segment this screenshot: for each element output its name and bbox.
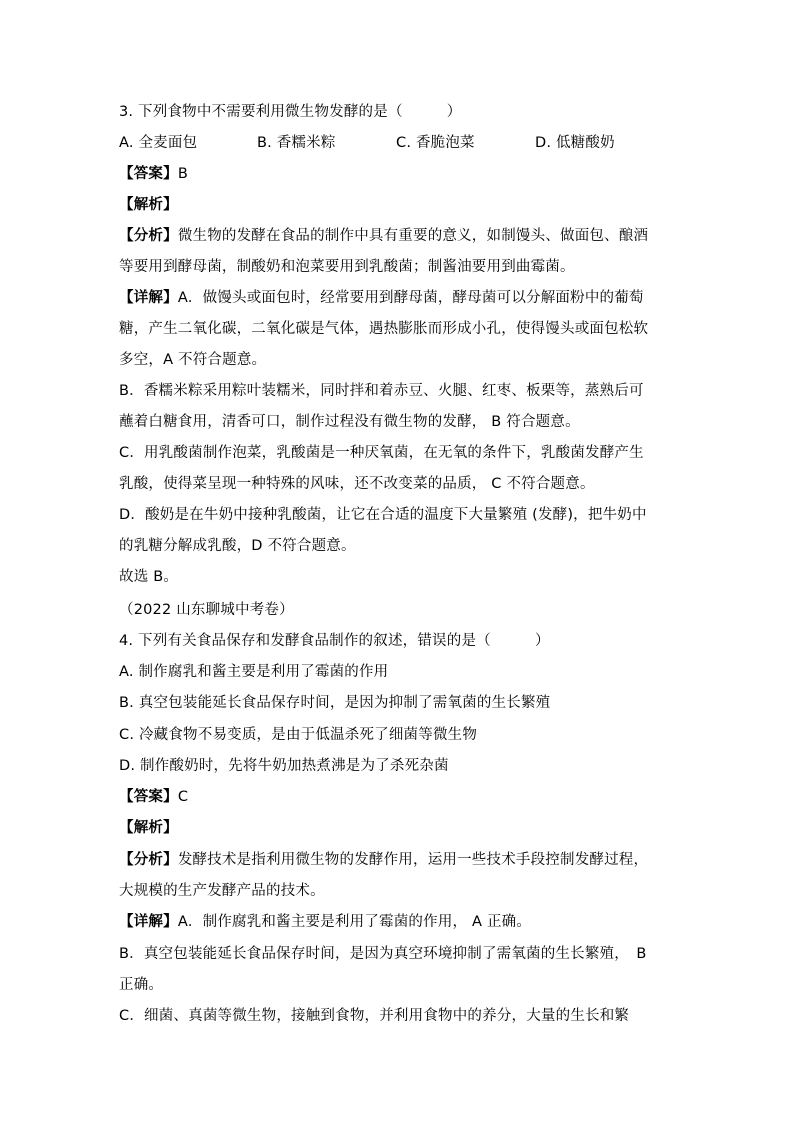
q3-xiangjie-line-6: C．用乳酸菌制作泡菜，乳酸菌是一种厌氧菌，在无氧的条件下，乳酸菌发酵产生: [119, 445, 644, 461]
q3-xiangjie-line-7: 乳酸，使得菜呈现一种特殊的风味，还不改变菜的品质， C 不符合题意。: [119, 476, 595, 492]
q3-xiangjie-line-5: 蘸着白糖食用，清香可口，制作过程没有微生物的发酵， B 符合题意。: [119, 414, 580, 430]
question-source: （2022 山东聊城中考卷）: [119, 602, 294, 618]
q3-option-b: B. 香糯米粽: [257, 135, 336, 151]
answer-tag: 【答案】: [119, 166, 178, 182]
q4-xiangjie-line-3: 正确。: [119, 977, 164, 993]
q4-option-a: A. 制作腐乳和酱主要是利用了霉菌的作用: [119, 664, 389, 680]
q3-conclusion: 故选 B。: [119, 569, 179, 585]
q4-option-d: D. 制作酸奶时，先将牛奶加热煮沸是为了杀死杂菌: [119, 758, 449, 774]
q3-option-d: D. 低糖酸奶: [535, 135, 615, 151]
q4-option-c: C. 冷藏食物不易变质，是由于低温杀死了细菌等微生物: [119, 727, 478, 743]
q4-fenxi-line-1: 【分析】发酵技术是指利用微生物的发酵作用，运用一些技术手段控制发酵过程，: [119, 852, 649, 868]
q4-stem: 4. 下列有关食品保存和发酵食品制作的叙述，错误的是（ ）: [119, 633, 550, 649]
q3-xiangjie-line-9: 的乳糖分解成乳酸，D 不符合题意。: [119, 538, 356, 554]
q4-xiangjie-line-2: B．真空包装能延长食品保存时间，是因为真空环境抑制了需氧菌的生长繁殖， B: [119, 946, 647, 962]
q3-xiangjie-line-4: B．香糯米粽采用粽叶装糯米，同时拌和着赤豆、火腿、红枣、板栗等，蒸熟后可: [119, 383, 644, 399]
q3-stem: 3. 下列食物中不需要利用微生物发酵的是（ ）: [119, 104, 462, 120]
q3-analysis-tag: 【解析】: [119, 197, 178, 213]
fenxi-tag: 【分析】: [119, 852, 178, 868]
q3-option-a: A. 全麦面包: [119, 135, 198, 151]
fenxi-tag: 【分析】: [119, 228, 178, 244]
answer-value: B: [177, 166, 188, 182]
q3-xiangjie-line-3: 多空，A 不符合题意。: [119, 352, 267, 368]
q4-option-b: B. 真空包装能延长食品保存时间，是因为抑制了需氧菌的生长繁殖: [119, 695, 551, 711]
xiangjie-tag: 【详解】: [119, 290, 178, 306]
xiangjie-tag: 【详解】: [119, 914, 178, 930]
q3-option-c: C. 香脆泡菜: [396, 135, 475, 151]
q3-answer: [119, 164, 679, 184]
q4-analysis-tag: 【解析】: [119, 820, 178, 836]
answer-tag: 【答案】: [119, 789, 178, 805]
answer-value: C: [177, 789, 189, 805]
q3-xiangjie-line-8: D．酸奶是在牛奶中接种乳酸菌，让它在合适的温度下大量繁殖 (发酵)，把牛奶中: [119, 507, 647, 523]
q3-fenxi-line-1: 【分析】微生物的发酵在食品的制作中具有重要的意义，如制馒头、做面包、酿酒: [119, 228, 649, 244]
q3-xiangjie-line-1: 【详解】A．做馒头或面包时，经常要用到酵母菌，酵母菌可以分解面粉中的葡萄: [119, 290, 644, 306]
q4-xiangjie-line-4: C．细菌、真菌等微生物，接触到食物，并利用食物中的养分，大量的生长和繁: [119, 1008, 630, 1024]
q3-fenxi-line-2: 等要用到酵母菌，制酸奶和泡菜要用到乳酸菌；制酱油要用到曲霉菌。: [119, 259, 575, 275]
q4-fenxi-line-2: 大规模的生产发酵产品的技术。: [119, 883, 325, 899]
q4-xiangjie-line-1: 【详解】A．制作腐乳和酱主要是利用了霉菌的作用， A 正确。: [119, 914, 532, 930]
q3-xiangjie-line-2: 糖，产生二氧化碳，二氧化碳是气体，遇热膨胀而形成小孔，使得馒头或面包松软: [119, 321, 649, 337]
q4-answer: [119, 787, 679, 807]
